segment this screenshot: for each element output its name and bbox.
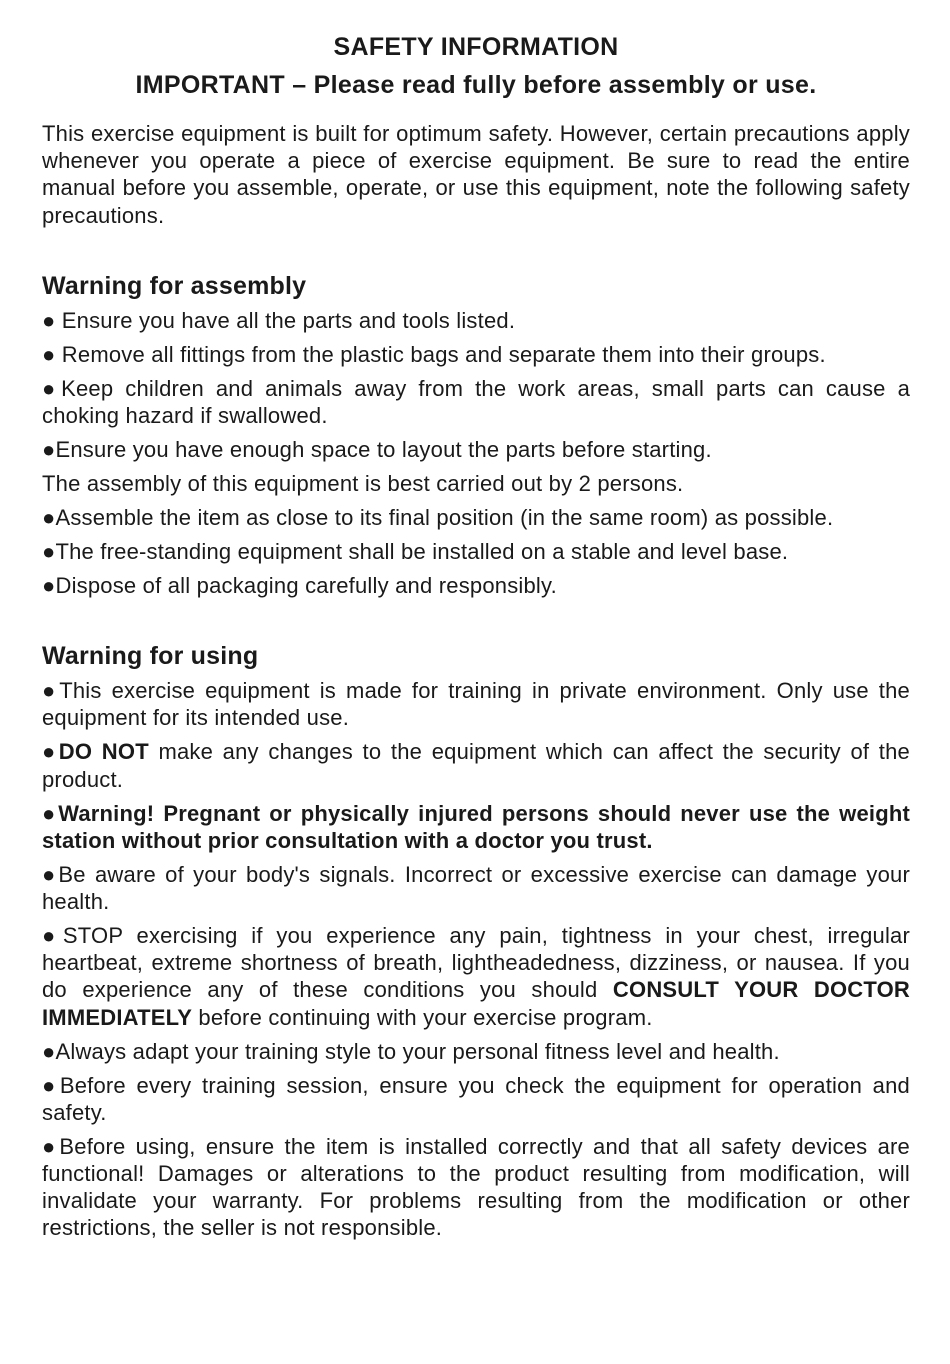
- page-subtitle: IMPORTANT – Please read fully before assembly or use.: [135, 71, 817, 99]
- item-text: make any changes to the equipment which can affect the security of the product.: [42, 739, 910, 792]
- using-item: [42, 738, 910, 792]
- using-item: ●Be aware of your body's signals. Incorrect or excessive exercise can damage your health.: [42, 861, 910, 915]
- assembly-heading: Warning for assembly: [42, 271, 307, 300]
- assembly-item: ●The free-standing equipment shall be installed on a stable and level base.: [42, 539, 789, 565]
- using-item: [42, 922, 910, 1031]
- consult-doctor-emphasis: CONSULT YOUR DOCTOR IMMEDIATELY: [42, 977, 911, 1030]
- assembly-list: [42, 307, 910, 599]
- using-item: ●This exercise equipment is made for training in private environment. Only use the equipment for its intended use.: [42, 678, 910, 731]
- page-title: SAFETY INFORMATION: [333, 33, 619, 61]
- using-item: ●Always adapt your training style to your personal fitness level and health.: [42, 1038, 780, 1064]
- assembly-item: ●Ensure you have enough space to layout the parts before starting.: [42, 437, 712, 463]
- using-item: ●Before using, ensure the item is installed correctly and that all safety devices are functional! Damages or alterations to the product resulting from modification, will invalidate your warranty. For problems resulting from the modification or other restrictions, the seller is not responsible.: [42, 1133, 910, 1241]
- assembly-item: ● Ensure you have all the parts and tools listed.: [42, 307, 516, 333]
- bullet-prefix: ●: [42, 739, 59, 765]
- item-text: ●STOP exercising if you experience any pain, tightness in your chest, irregular heartbeat, extreme shortness of breath, lightheadedness, dizziness, or nausea. If you do experience any of these conditions you should: [42, 923, 910, 1003]
- using-list: [42, 677, 910, 1241]
- using-section: [42, 641, 910, 1241]
- using-heading: Warning for using: [42, 642, 259, 671]
- using-item: ●Before every training session, ensure you check the equipment for operation and safety.: [42, 1072, 910, 1125]
- pregnancy-warning: ●Warning! Pregnant or physically injured persons should never use the weight station without prior consultation with a doctor you trust.: [42, 800, 910, 853]
- assembly-section: [42, 271, 910, 599]
- item-text: before continuing with your exercise program.: [192, 1004, 653, 1030]
- assembly-item: ●Keep children and animals away from the work areas, small parts can cause a choking hazard if swallowed.: [42, 375, 910, 429]
- do-not-emphasis: DO NOT: [58, 739, 149, 765]
- intro-paragraph: This exercise equipment is built for optimum safety. However, certain precautions apply whenever you operate a piece of exercise equipment. Be sure to read the entire manual before you assemble, operate, or use this equipment, note the following safety precautions.: [42, 121, 910, 228]
- assembly-item: The assembly of this equipment is best carried out by 2 persons.: [42, 471, 684, 497]
- assembly-item: ●Dispose of all packaging carefully and responsibly.: [42, 573, 557, 599]
- assembly-item: ●Assemble the item as close to its final position (in the same room) as possible.: [42, 505, 834, 531]
- assembly-item: ● Remove all fittings from the plastic bags and separate them into their groups.: [42, 341, 826, 367]
